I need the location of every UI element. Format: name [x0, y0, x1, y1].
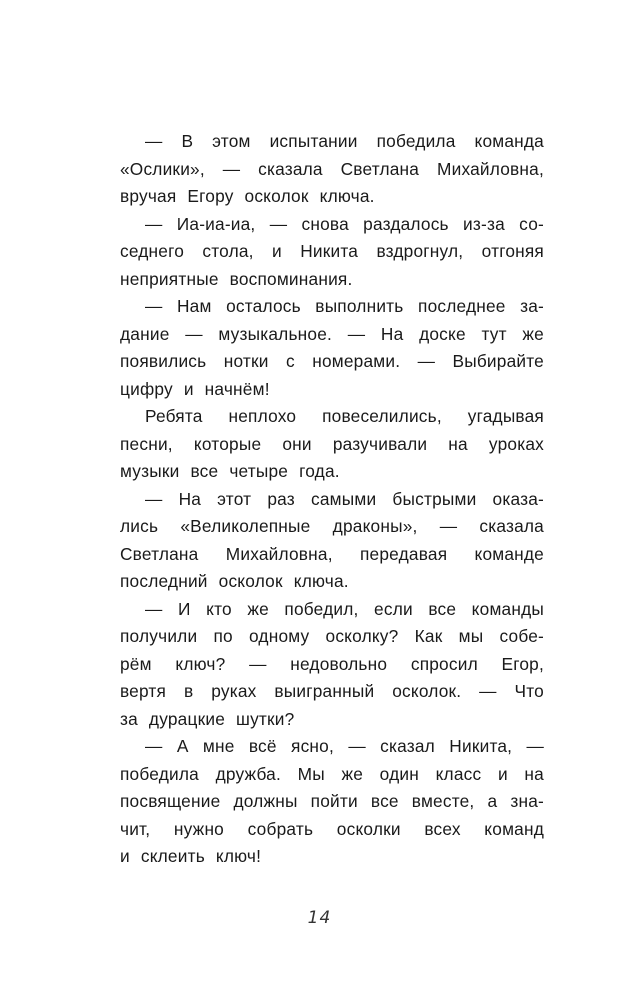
text-line: появились нотки с номерами. — Выбирайте — [120, 351, 544, 371]
text-line: за дурацкие шутки? — [120, 708, 295, 729]
page-number: 14 — [307, 908, 332, 928]
text-line: «Ослики», — сказала Светлана Михайловна, — [120, 158, 544, 179]
text-line: последний осколок ключа. — [120, 571, 349, 591]
text-line: седнего стола, и Никита вздрогнул, отгоняя — [120, 241, 544, 261]
text-line: рём ключ? — недовольно спросил Егор, — [120, 653, 544, 674]
text-line: вручая Егору осколок ключа. — [120, 186, 375, 206]
text-line: Ребята неплохо повеселились, угадывая — [145, 406, 544, 426]
text-line: лись «Великолепные драконы», — сказала — [120, 516, 544, 536]
text-line: — Иа-иа-иа, — снова раздалось из-за со- — [145, 213, 544, 234]
text-line: — В этом испытании победила команда — [145, 131, 544, 151]
text-line: — И кто же победил, если все команды — [145, 598, 544, 619]
text-line: получили по одному осколку? Как мы собе- — [120, 626, 544, 646]
text-line: неприятные воспоминания. — [120, 268, 353, 289]
page-text — [120, 128, 544, 871]
text-line: — А мне всё ясно, — сказал Никита, — — [145, 736, 544, 756]
text-line: посвящение должны пойти все вместе, а зна- — [120, 791, 544, 811]
text-line: чит, нужно собрать осколки всех команд — [120, 818, 544, 839]
text-line: цифру и начнём! — [120, 378, 270, 399]
text-line: Светлана Михайловна, передавая команде — [120, 543, 544, 564]
text-line: и склеить ключ! — [120, 846, 262, 866]
text-line: — На этот раз самыми быстрыми оказа- — [145, 488, 544, 509]
text-line: победила дружба. Мы же один класс и на — [120, 763, 544, 784]
text-line: вертя в руках выигранный осколок. — Что — [120, 681, 544, 701]
text-line: — Нам осталось выполнить последнее за- — [145, 296, 544, 316]
text-line: музыки все четыре года. — [120, 461, 340, 481]
text-line: дание — музыкальное. — На доске тут же — [120, 323, 544, 344]
text-line: песни, которые они разучивали на уроках — [120, 433, 544, 454]
